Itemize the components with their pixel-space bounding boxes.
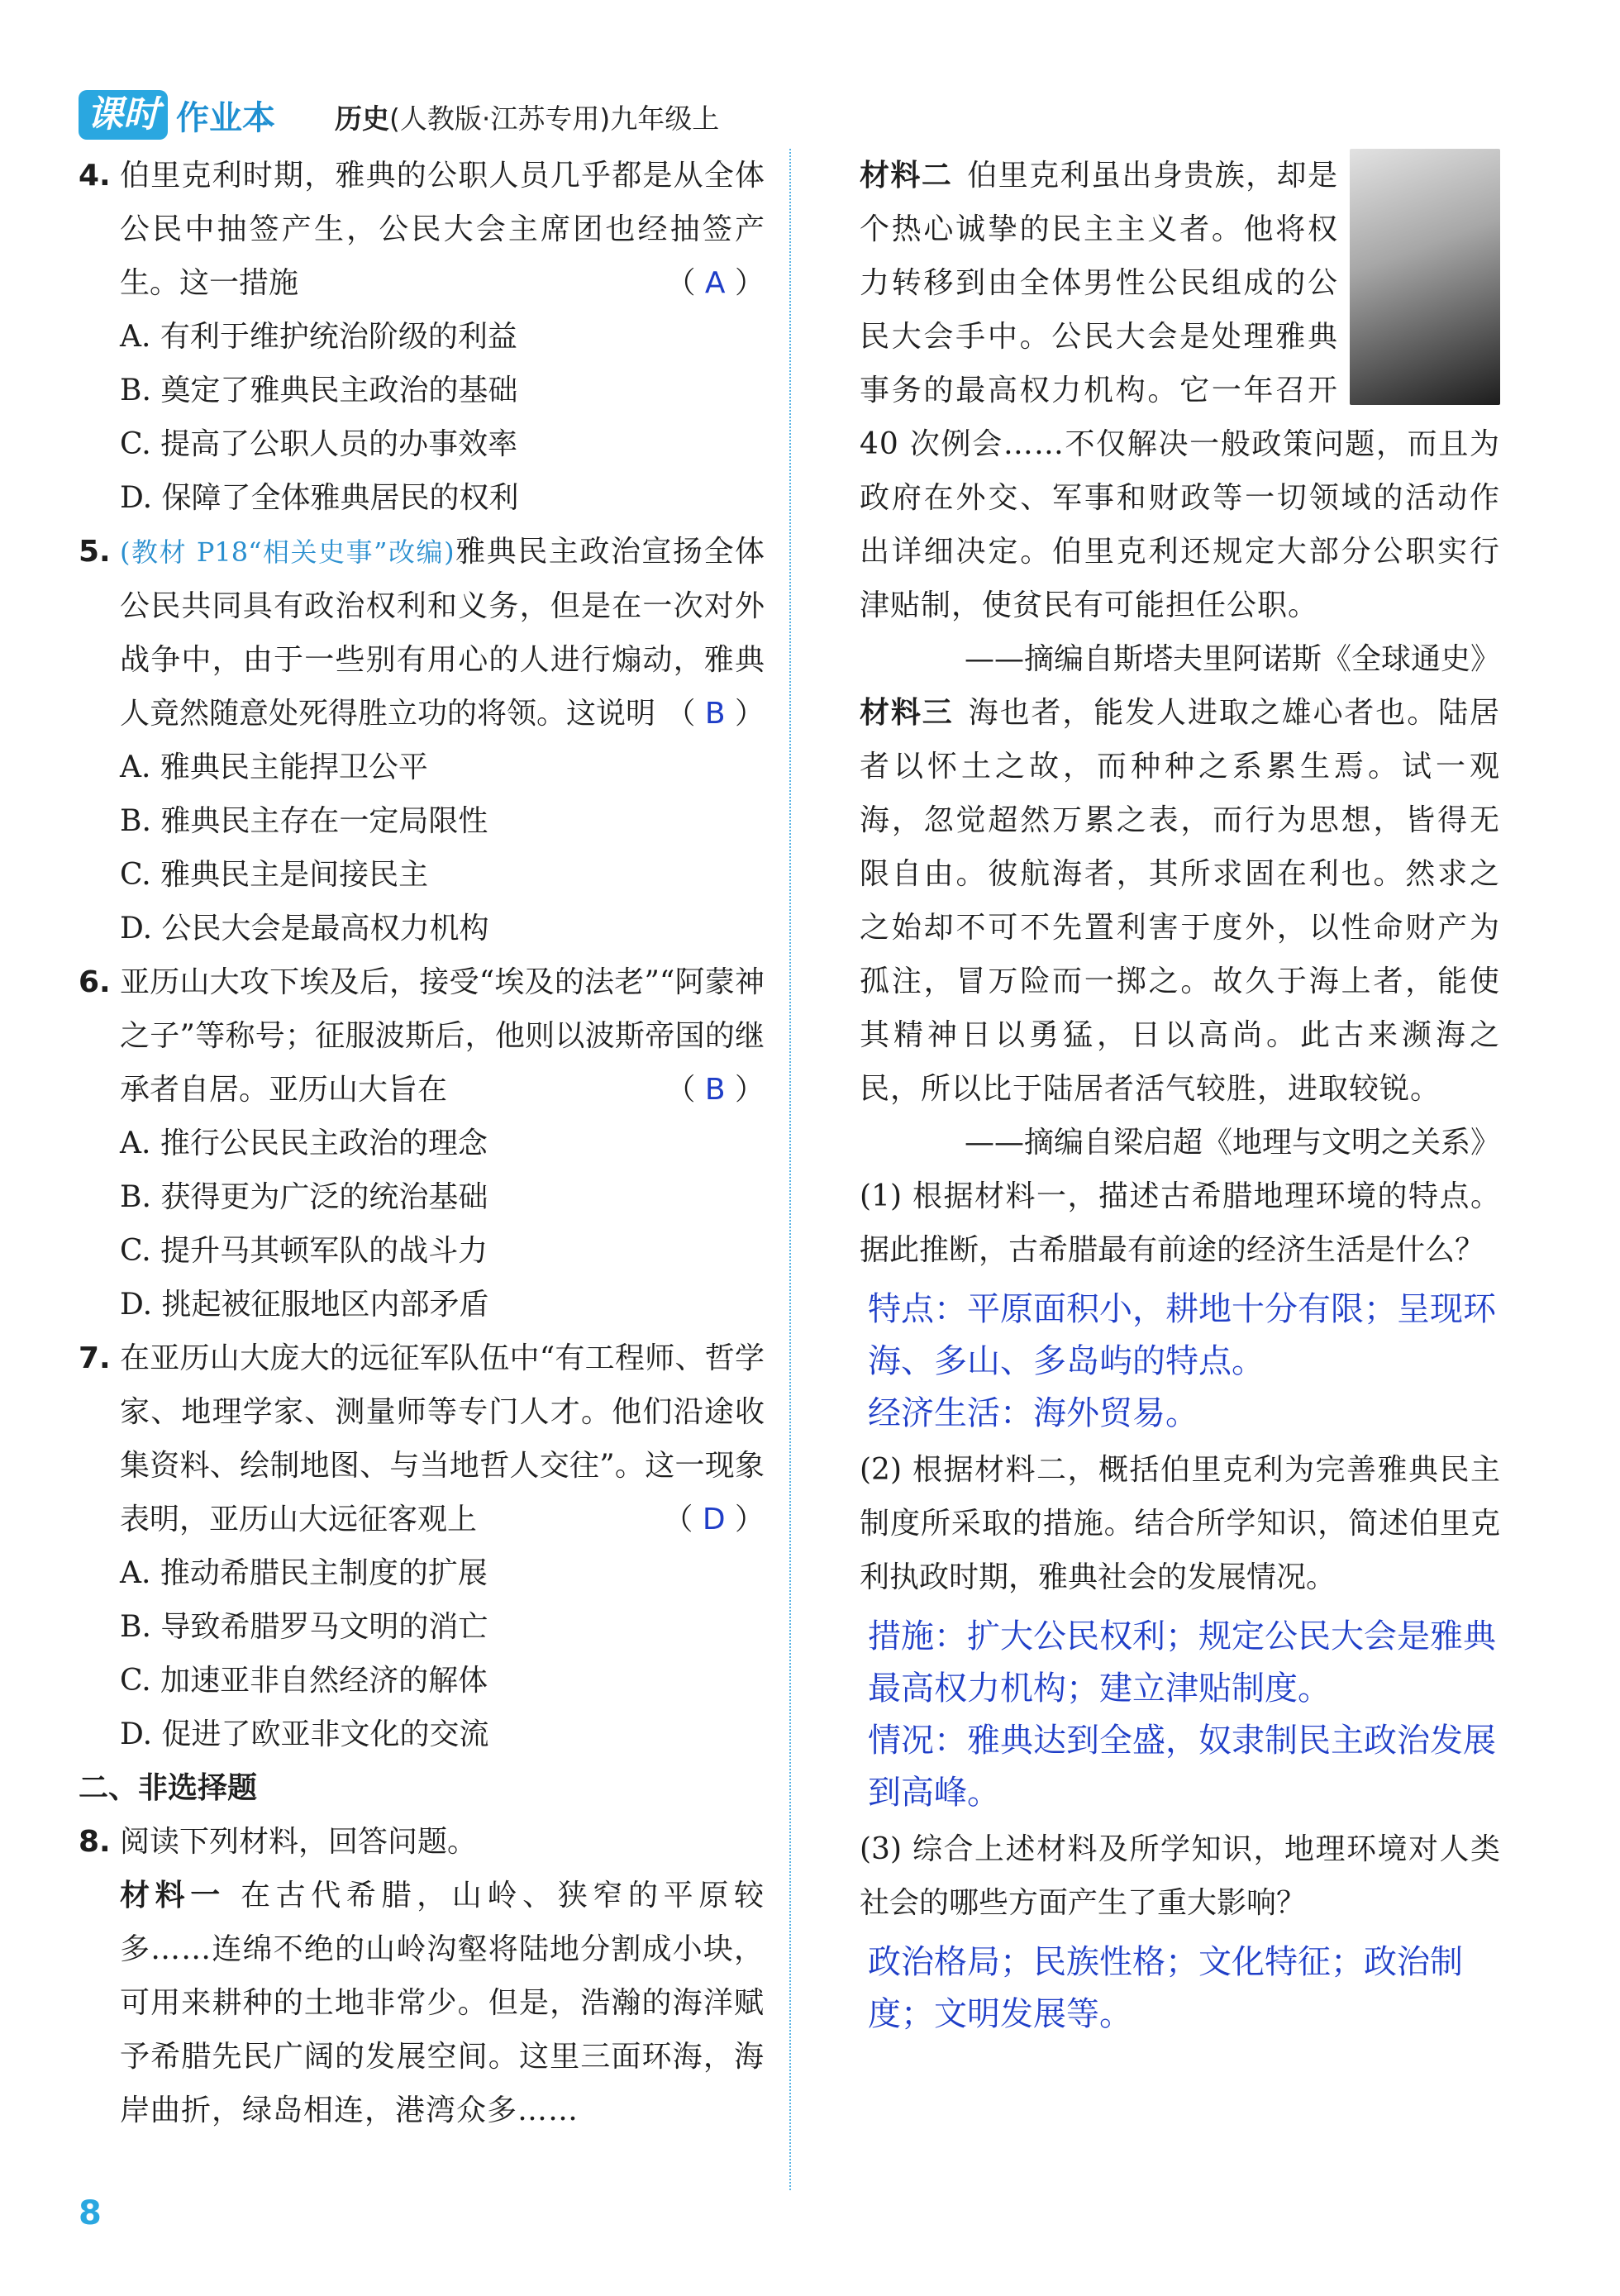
stem-text: 在亚历山大庞大的远征军队伍中“有工程师、哲学家、地理学家、测量师等专门人才。他们沿途收集资料、绘制地图、与当地哲人交往”。这一现象表明，亚历山大远征客观上 <box>120 1341 765 1536</box>
question-6 <box>79 955 765 1331</box>
material-source: ——摘编自斯塔夫里阿诺斯《全球通史》 <box>964 642 1500 676</box>
material-text: 伯里克利虽出身贵族，却是个热心诚挚的民主主义者。他将权力转移到由全体男性公民组成的公民大会手中。公民大会是处理雅典事务的最高权力机构。它一年召开 40 次例会……不仅解决一般政策问题，而且为政府在外交、军事和财政等一切领域的活动作出详细决定。伯里克利还规定大部分公职实行津贴制，使贫民有可能担任公职。 <box>860 159 1500 622</box>
section-title: 二、非选择题 <box>79 1771 258 1805</box>
question-number: 4. <box>79 159 111 193</box>
option-d: D. 保障了全体雅典居民的权利 <box>120 481 519 515</box>
material-label: 材料三 <box>860 696 954 730</box>
question-8 <box>79 1815 765 2137</box>
material-source: ——摘编自梁启超《地理与文明之关系》 <box>964 1126 1500 1160</box>
question-stem <box>120 525 765 741</box>
page-header <box>79 81 1566 147</box>
material-3 <box>860 686 1500 1116</box>
material-text: 海也者，能发人进取之雄心者也。陆居者以怀土之故，而种种之系累生焉。试一观海，忽觉超然万累之表，而行为思想，皆得无限自由。彼航海者，其所求固在利也。然求之之始却不可不先置利害于度外，以性命财产为孤注，冒万险而一掷之。故久于海上者，能使其精神日以勇猛，日以高尚。此古来濒海之民，所以比于陆居者活气较胜，进取较锐。 <box>860 696 1500 1106</box>
answer-bracket: （ A ） <box>665 266 765 300</box>
pericles-bust-image <box>1350 149 1500 405</box>
option-c: C. 加速亚非自然经济的解体 <box>120 1664 488 1698</box>
book-subtitle <box>335 98 719 136</box>
answer-line: 经济生活：海外贸易。 <box>868 1394 1198 1432</box>
answer-letter: A <box>704 266 726 300</box>
option-d: D. 公民大会是最高权力机构 <box>120 912 489 946</box>
sub-answer-1 <box>868 1284 1500 1440</box>
option-b: B. 导致希腊罗马文明的消亡 <box>120 1610 488 1644</box>
stem-text: 雅典民主政治宣扬全体公民共同具有政治权利和义务，但是在一次对外战争中，由于一些别有用心的人进行煽动，雅典人竟然随意处死得胜立功的将领。这说明 <box>120 535 765 731</box>
answer-bracket: （ B ） <box>665 1073 765 1107</box>
sub-question-3: (3) 综合上述材料及所学知识，地理环境对人类社会的哪些方面产生了重大影响？ <box>860 1832 1500 1920</box>
sub-answer-3: 政治格局；民族性格；文化特征；政治制度；文明发展等。 <box>868 1943 1463 2033</box>
option-c: C. 提升马其顿军队的战斗力 <box>120 1234 488 1268</box>
question-number: 5. <box>79 535 111 569</box>
question-stem <box>120 149 765 310</box>
question-stem: 阅读下列材料，回答问题。 <box>120 1825 478 1859</box>
grade: 九年级上 <box>610 102 720 135</box>
column-divider <box>789 149 791 2190</box>
question-5 <box>79 525 765 955</box>
answer-line: 措施：扩大公民权利；规定公民大会是雅典最高权力机构；建立津贴制度。 <box>868 1617 1496 1708</box>
option-a: A. 推行公民民主政治的理念 <box>120 1127 488 1160</box>
textbook-reference: (教材 P18“相关史事”改编) <box>120 536 455 568</box>
question-stem <box>120 1331 765 1546</box>
right-column <box>860 149 1500 2044</box>
answer-line: 情况：雅典达到全盛，奴隶制民主政治发展到高峰。 <box>868 1722 1496 1812</box>
sub-question-1: (1) 根据材料一，描述古希腊地理环境的特点。据此推断，古希腊最有前途的经济生活是什么？ <box>860 1179 1500 1267</box>
stem-text: 伯里克利时期，雅典的公职人员几乎都是从全体公民中抽签产生，公民大会主席团也经抽签产生。这一措施 <box>120 159 765 300</box>
option-c: C. 雅典民主是间接民主 <box>120 858 429 892</box>
option-c: C. 提高了公职人员的办事效率 <box>120 427 518 461</box>
answer-bracket: （ D ） <box>663 1503 765 1536</box>
option-d: D. 促进了欧亚非文化的交流 <box>120 1717 489 1751</box>
stem-text: 亚历山大攻下埃及后，接受“埃及的法老”“阿蒙神之子”等称号；征服波斯后，他则以波斯帝国的继承者自居。亚历山大旨在 <box>120 965 765 1107</box>
option-a: A. 有利于维护统治阶级的利益 <box>120 320 517 354</box>
question-4 <box>79 149 765 525</box>
question-stem <box>120 955 765 1117</box>
option-b: B. 奠定了雅典民主政治的基础 <box>120 374 518 407</box>
option-a: A. 推动希腊民主制度的扩展 <box>120 1556 488 1590</box>
material-label: 材料一 <box>120 1879 226 1913</box>
question-number: 7. <box>79 1341 111 1375</box>
answer-letter: D <box>702 1503 726 1536</box>
left-column <box>79 149 765 2137</box>
subject: 历史 <box>335 102 389 135</box>
brand-logo <box>79 88 275 142</box>
question-7 <box>79 1331 765 1761</box>
question-number: 8. <box>79 1825 111 1859</box>
answer-bracket: （ B ） <box>665 697 765 731</box>
option-d: D. 挑起被征服地区内部矛盾 <box>120 1288 489 1322</box>
option-b: B. 雅典民主存在一定局限性 <box>120 804 488 838</box>
option-b: B. 获得更为广泛的统治基础 <box>120 1180 488 1214</box>
answer-letter: B <box>704 697 726 731</box>
material-1 <box>120 1869 765 2137</box>
option-a: A. 雅典民主能捍卫公平 <box>120 750 428 784</box>
answer-line: 特点：平原面积小，耕地十分有限；呈现环海、多山、多岛屿的特点。 <box>868 1290 1496 1380</box>
material-text: 在古代希腊，山岭、狭窄的平原较多……连绵不绝的山岭沟壑将陆地分割成小块，可用来耕种的土地非常少。但是，浩瀚的海洋赋予希腊先民广阔的发展空间。这里三面环海，海岸曲折，绿岛相连，港湾众多…… <box>120 1879 765 2127</box>
logo-box: 课时 <box>79 90 168 140</box>
question-number: 6. <box>79 965 111 999</box>
sub-answer-2 <box>868 1611 1500 1819</box>
edition: (人教版·江苏专用) <box>389 102 611 135</box>
sub-question-2: (2) 根据材料二，概括伯里克利为完善雅典民主制度所采取的措施。结合所学知识，简述伯里克利执政时期，雅典社会的发展情况。 <box>860 1453 1500 1594</box>
page-number: 8 <box>79 2194 102 2232</box>
answer-letter: B <box>704 1073 726 1107</box>
logo-text: 作业本 <box>176 98 275 137</box>
material-label: 材料二 <box>860 159 953 193</box>
